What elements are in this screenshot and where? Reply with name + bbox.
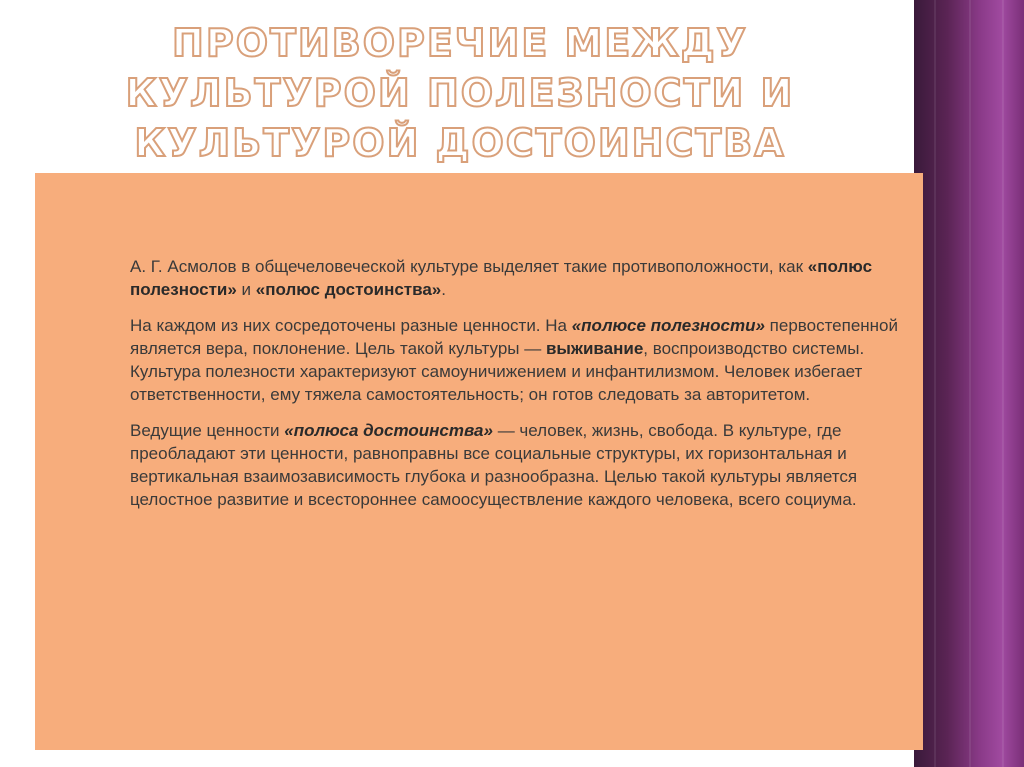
emphasis-poluse-poleznosti: «полюсе полезности» xyxy=(571,316,765,335)
paragraph-3 xyxy=(130,419,900,511)
text-run: — человек, жизнь, свобода. В культуре, где преобладают эти ценности, равноправны все социальные структуры, их горизонтальная и вертикальная взаимозависимость глубока и разнообразна. Целью такой культуры является целостное развитие и всестороннее самоосуществление каждого человека, всего социума. xyxy=(130,421,858,509)
text-run: и xyxy=(236,280,256,299)
emphasis-polus-dostoinstva: «полюс достоинства» xyxy=(255,280,442,299)
text-run: , воспроизводство системы. Культура полезности характеризуют самоуничижением и инфантилизмом. Человек избегает ответственности, ему тяжела самостоятельность; он готов следовать за авторитетом. xyxy=(130,339,865,404)
text-run: На каждом из них сосредоточены разные ценности. На xyxy=(130,316,572,335)
slide-title: ПРОТИВОРЕЧИЕ МЕЖДУ КУЛЬТУРОЙ ПОЛЕЗНОСТИ И КУЛЬТУРОЙ ДОСТОИНСТВА xyxy=(125,21,795,165)
text-run: Ведущие ценности xyxy=(130,421,285,440)
slide-body xyxy=(130,255,900,524)
text-run: А. Г. Асмолов в общечеловеческой культуре выделяет такие противоположности, как xyxy=(130,257,808,276)
decorative-side-band xyxy=(914,0,1024,767)
emphasis-polus-poleznosti: «полюс полезности» xyxy=(130,257,873,299)
paragraph-1 xyxy=(130,255,900,301)
text-run: первостепенной является вера, поклонение. Цель такой культуры — xyxy=(130,316,899,358)
paragraph-2 xyxy=(130,314,900,406)
text-run: . xyxy=(441,280,446,299)
emphasis-polusa-dostoinstva: «полюса достоинства» xyxy=(284,421,493,440)
emphasis-vyzhivanie: выживание xyxy=(545,339,644,358)
